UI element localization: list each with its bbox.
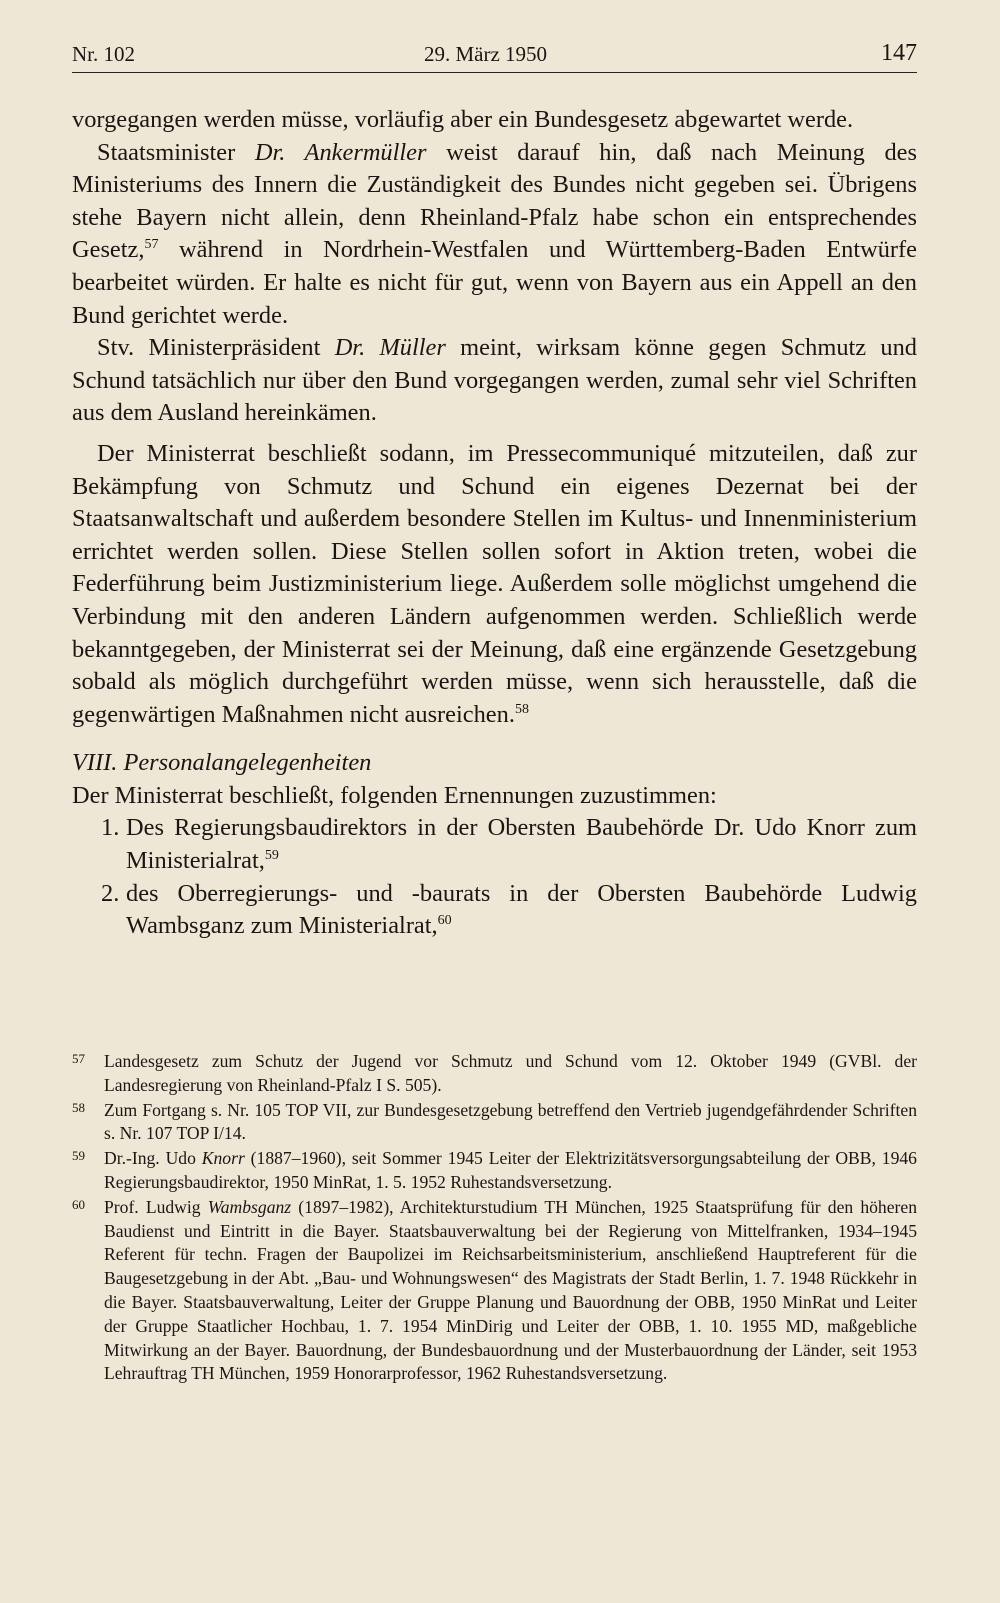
footnote-number: 60 xyxy=(72,1196,85,1212)
list-item xyxy=(72,812,917,877)
footnote-number: 57 xyxy=(72,1051,85,1066)
footnote-ref[interactable]: 57 xyxy=(144,237,159,253)
person-name: Dr. Ankermüller xyxy=(254,138,427,166)
footnote xyxy=(72,1196,917,1386)
page-number: 147 xyxy=(881,40,917,66)
paragraph-text: Der Ministerrat beschließt sodann, im Pressecommuniqué mitzuteilen, daß zur Bekämpfung von Schmutz und Schund ein eigenes Dezernat bei der Staatsanwaltschaft und außerdem besondere Stellen im Kultus- und Innenministerium errichtet werden sollen. Diese Stellen sollen sofort in Aktion treten, wobei die Federführung beim Justizministerium liege. Außerdem solle möglichst umgehend die Verbindung mit den anderen Ländern aufgenommen werden. Schließlich werde bekanntgegeben, der Ministerrat sei der Meinung, daß eine ergänzende Gesetzgebung sobald als möglich durchgeführt werden müsse, wenn sich herausstelle, daß die gegenwärtigen Maßnahmen nicht ausreichen. xyxy=(72,439,917,728)
paragraph-text: Staatsminister xyxy=(97,138,255,166)
body-text xyxy=(72,104,917,943)
list-number: 2. xyxy=(101,879,120,907)
document-number: Nr. 102 xyxy=(72,42,135,66)
paragraph xyxy=(72,104,917,137)
footnote xyxy=(72,1147,917,1195)
footnote-text: Zum Fortgang s. Nr. 105 TOP VII, zur Bundesgesetzgebung betreffend den Vertrieb jugendgefährdender Schriften s. Nr. 107 TOP I/14. xyxy=(104,1099,917,1144)
paragraph-text: meint, wirksam könne gegen Schmutz und Schund tatsächlich nur über den Bund vorgegangen werden, zumal sehr viel Schriften aus dem Ausland hereinkämen. xyxy=(72,334,917,427)
paragraph xyxy=(72,438,917,731)
running-header xyxy=(72,40,917,73)
footnote-ref[interactable]: 58 xyxy=(514,701,529,717)
person-name: Wambsganz xyxy=(207,1196,292,1217)
list-text: des Oberregierungs- und -baurats in der Obersten Baubehörde Ludwig Wambsganz zum Ministerialrat, xyxy=(126,879,917,940)
paragraph-text: Stv. Ministerpräsident xyxy=(97,334,335,362)
person-name: Knorr xyxy=(201,1148,245,1169)
footnote xyxy=(72,1099,917,1147)
footnote-text: (1887–1960), seit Sommer 1945 Leiter der Elektrizitätsversorgungsabteilung der OBB, 1946 Regierungsbaudirektor, 1950 MinRat, 1. 5. 1952 Ruhestandsversetzung. xyxy=(104,1148,917,1192)
list-item xyxy=(72,878,917,943)
footnote-ref[interactable]: 59 xyxy=(264,848,279,864)
paragraph xyxy=(72,137,917,333)
footnote-text: Prof. Ludwig xyxy=(104,1196,208,1217)
footnote-text: Dr.-Ing. Udo xyxy=(104,1148,202,1169)
footnote-number: 59 xyxy=(72,1148,85,1164)
footnote xyxy=(72,1050,917,1098)
paragraph-text: weist darauf hin, daß nach Meinung des Ministeriums des Innern die Zuständigkeit des Bundes nicht gegeben sei. Übrigens stehe Bayern nicht allein, denn Rheinland-Pfalz habe schon ein entsprechendes Gesetz, xyxy=(72,138,917,264)
footnote-number: 58 xyxy=(72,1099,85,1115)
paragraph-text: während in Nordrhein-Westfalen und Württemberg-Baden Entwürfe bearbeitet würden. Er halte es nicht für gut, wenn von Bayern aus ein Appell an den Bund gerichtet werde. xyxy=(72,236,917,329)
paragraph-text: vorgegangen werden müsse, vorläufig aber ein Bundesgesetz abgewartet werde. xyxy=(72,106,854,133)
list-text: Des Regierungsbaudirektors in der Obersten Baubehörde Dr. Udo Knorr zum Ministerialrat, xyxy=(126,814,917,875)
person-name: Dr. Müller xyxy=(334,334,446,362)
footnote-text: (1897–1982), Architekturstudium TH München, 1925 Staatsprüfung für den höheren Baudienst und Eintritt in die Bayer. Staatsbauverwaltung bei der Regierung von Mittelfranken, 1934–1945 Referent für techn. Fragen der Baupolizei im Reichsarbeitsministerium, anschließend Hauptreferent für die Baugesetzgebung in der Abt. „Bau- und Wohnungswesen“ des Magistrats der Stadt Berlin, 1. 7. 1948 Rückkehr in die Bayer. Staatsbauverwaltung, Leiter der Gruppe Planung und Bauordnung der OBB, 1950 MinRat und Leiter der Gruppe Staatlicher Hochbau, 1. 7. 1954 MinDirig und Leiter der OBB, 1. 10. 1955 MD, maßgebliche Mitwirkung an der Bayer. Bauordnung, der Bundesbauordnung und der Musterbauordnung der Länder, seit 1953 Lehrauftrag TH München, 1959 Honorarprofessor, 1962 Ruhestandsversetzung. xyxy=(104,1196,917,1384)
footnote-ref[interactable]: 60 xyxy=(437,913,452,929)
footnotes xyxy=(72,1050,917,1387)
paragraph-text: Der Ministerrat beschließt, folgenden Ernennungen zuzustimmen: xyxy=(72,781,717,809)
section-heading: VIII. Personalangelegenheiten xyxy=(72,749,372,777)
paragraph xyxy=(72,780,917,813)
paragraph xyxy=(72,332,917,430)
list-number: 1. xyxy=(101,814,120,842)
document-date: 29. März 1950 xyxy=(424,42,548,66)
appointment-list xyxy=(72,812,917,942)
footnote-text: Landesgesetz zum Schutz der Jugend vor Schmutz und Schund vom 12. Oktober 1949 (GVBl. der Landesregierung von Rheinland-Pfalz I S. 505). xyxy=(104,1051,917,1095)
